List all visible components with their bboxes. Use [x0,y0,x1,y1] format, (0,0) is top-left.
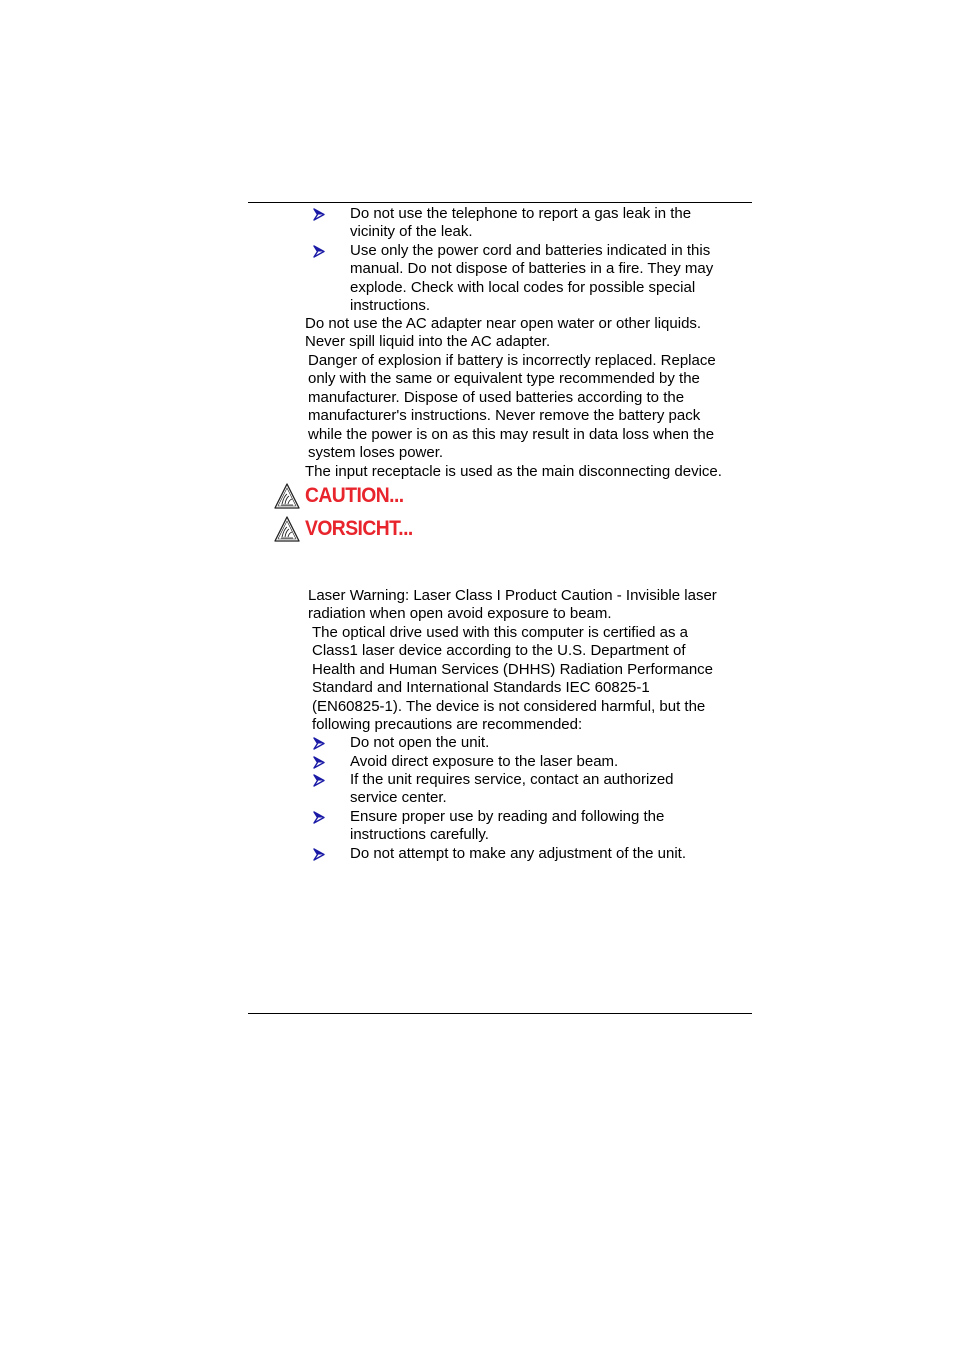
arrow-bullet-icon [312,756,326,769]
caution-label: CAUTION... [305,484,404,507]
vorsicht-label: VORSICHT... [305,517,413,540]
laser-warning: Laser Warning: Laser Class I Product Caution - Invisible laser radiation when open avoid exposure to beam. [308,587,717,623]
radiation-hazard-warning-icon [273,515,301,543]
ac-adapter-note: Do not use the AC adapter near open water or other liquids. Never spill liquid into the AC adapter. [305,315,702,351]
arrow-bullet-icon [312,811,326,824]
arrow-bullet-icon [312,208,326,221]
optical-drive-statement: The optical drive used with this computer is certified as a Class1 laser device according to the U.S. Department of Health and Human Services (DHHS) Radiation Performance Standard and International Standards IEC 60825-1 (EN60825-1). The device is not considered harmful, but the following precautions are recommended: [312,624,714,734]
arrow-bullet-icon [312,737,326,750]
laser-precaution-text: Do not open the unit. [350,734,490,751]
arrow-bullet-icon [312,774,326,787]
arrow-bullet-icon [312,848,326,861]
input-receptacle-note: The input receptacle is used as the main disconnecting device. [305,463,722,480]
radiation-hazard-warning-icon [273,482,301,510]
safety-bullet-text: Do not use the telephone to report a gas leak in the vicinity of the leak. [350,205,692,241]
battery-warning: Danger of explosion if battery is incorrectly replaced. Replace only with the same or equivalent type recommended by the manufacturer. Dispose of used batteries according to the manufacturer's instructions. Never remove the battery pack while the power is on as this may result in data loss when the system loses power. [308,352,716,462]
footer-rule [248,1013,752,1014]
laser-precaution-text: Ensure proper use by reading and following the instructions carefully. [350,808,665,844]
laser-precaution-text: Do not attempt to make any adjustment of the unit. [350,845,687,862]
laser-precaution-text: Avoid direct exposure to the laser beam. [350,753,619,770]
laser-precaution-text: If the unit requires service, contact an authorized service center. [350,771,674,807]
arrow-bullet-icon [312,245,326,258]
safety-bullet-text: Use only the power cord and batteries indicated in this manual. Do not dispose of batteries in a fire. They may explode. Check with local codes for possible special instructions. [350,242,714,315]
